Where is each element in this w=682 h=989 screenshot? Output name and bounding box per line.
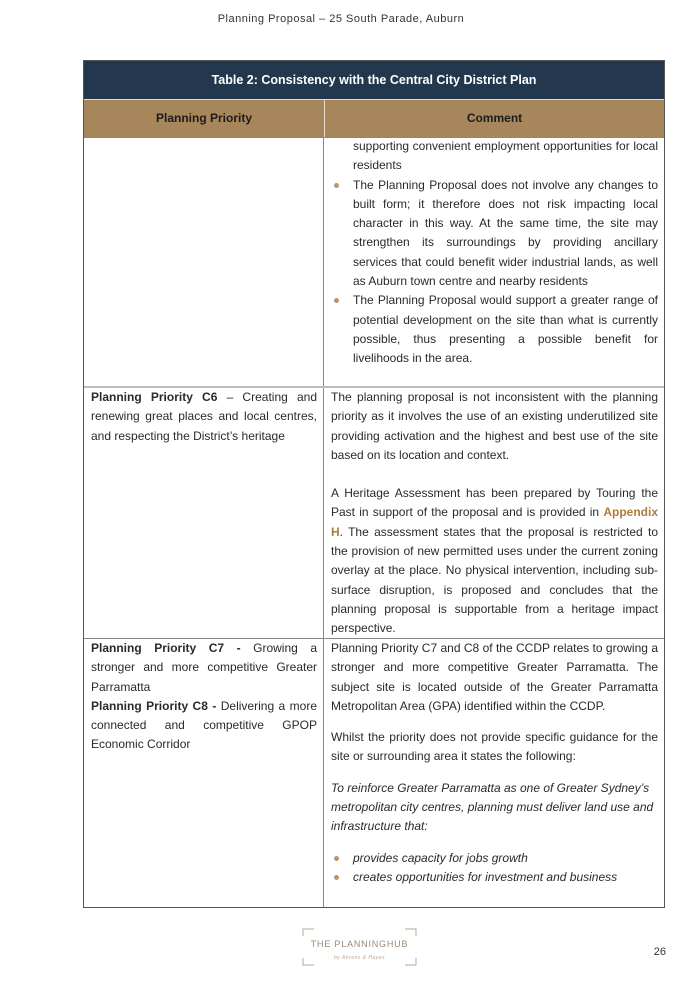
priority-c8-title: Planning Priority C8 -	[91, 698, 217, 713]
comment-quote: To reinforce Greater Parramatta as one of Greater Sydney’s metropolitan city centres, planning must deliver land use and infrastructure that:	[331, 780, 654, 834]
priority-c7-text: Growing a stronger and more competitive Greater Parramatta	[91, 641, 318, 694]
bullet-icon	[334, 298, 339, 303]
column-header-priority: Planning Priority	[84, 100, 325, 137]
comment-paragraph	[331, 484, 658, 638]
comment-cell	[324, 639, 664, 907]
comment-paragraph: Planning Priority C7 and C8 of the CCDP relates to growing a stronger and more competitive Greater Parramatta. The subject site is located outside of the Greater Parramatta Metropolitan Area (GPA) identified within the CCDP.	[331, 641, 658, 713]
table-row	[84, 386, 664, 638]
comment-paragraph: Whilst the priority does not provide specific guidance for the site or surrounding area it states the following:	[331, 730, 658, 764]
priority-c8-text: Delivering a more connected and competitive GPOP Economic Corridor	[91, 698, 318, 752]
list-item	[331, 849, 658, 868]
bullet-icon	[334, 183, 339, 188]
table-header-row	[84, 99, 664, 137]
table-row	[84, 638, 664, 907]
column-header-comment: Comment	[466, 111, 523, 125]
priority-cell	[84, 639, 324, 907]
list-item	[331, 137, 658, 176]
page-number: 26	[653, 946, 666, 958]
table-title: Table 2: Consistency with the Central City District Plan	[84, 61, 664, 99]
continued-text: supporting convenient employment opportunities for local residents	[353, 139, 658, 173]
priority-c6-title: Planning Priority C6	[91, 390, 218, 404]
comment-text: . The assessment states that the proposal is restricted to the provision of new permitted uses under the current zoning overlay at the place. No physical intervention, including sub-surface disruption, is proposed and concludes that the planning proposal is supportable from a heritage impact perspective.	[331, 524, 658, 636]
running-header: Planning Proposal – 25 South Parade, Auburn	[217, 13, 465, 25]
comment-text: A Heritage Assessment has been prepared by Touring the Past in support of the proposal and is provided in	[331, 486, 658, 520]
priority-cell	[84, 388, 324, 638]
logo-text: THE PLANNINGHUB	[310, 939, 409, 949]
priority-c7	[91, 639, 317, 697]
bullet-text: provides capacity for jobs growth	[353, 850, 528, 865]
bullet-text: The Planning Proposal would support a greater range of potential development on the site than what is currently possible, thus presenting a possible benefit for livelihoods in the area.	[353, 293, 658, 366]
priority-c7-title: Planning Priority C7 -	[91, 641, 241, 655]
comment-cell	[324, 388, 664, 638]
priority-c6-text: – Creating and renewing great places and local centres, and respecting the District’s heritage	[91, 390, 317, 443]
list-item	[331, 868, 658, 887]
comment-paragraph: The planning proposal is not inconsistent with the planning priority as it involves the use of an existing underutilized site providing activation and the highest and best use of the site based on its location and context.	[331, 390, 658, 462]
consistency-table	[83, 60, 665, 908]
appendix-h-link[interactable]: Appendix H	[331, 505, 658, 539]
logo-subtitle: by Ahrens & Hayes	[333, 955, 386, 961]
list-item	[331, 176, 658, 292]
bullet-text: The Planning Proposal does not involve any changes to built form; it therefore does not risk impacting local character in this way. At the same time, the site may strengthen its surroundings by providing ancillary services that could benefit wider industrial lands, as well as Auburn town centre and nearby residents	[353, 177, 658, 289]
planning-hub-logo	[302, 928, 417, 966]
bullet-icon	[334, 856, 339, 861]
list-item	[331, 291, 658, 368]
bullet-text: creates opportunities for investment and business	[353, 869, 618, 884]
priority-cell	[84, 138, 324, 386]
comment-cell	[324, 138, 664, 386]
table-row	[84, 137, 664, 386]
bullet-icon	[334, 875, 339, 880]
priority-c8	[91, 697, 317, 755]
